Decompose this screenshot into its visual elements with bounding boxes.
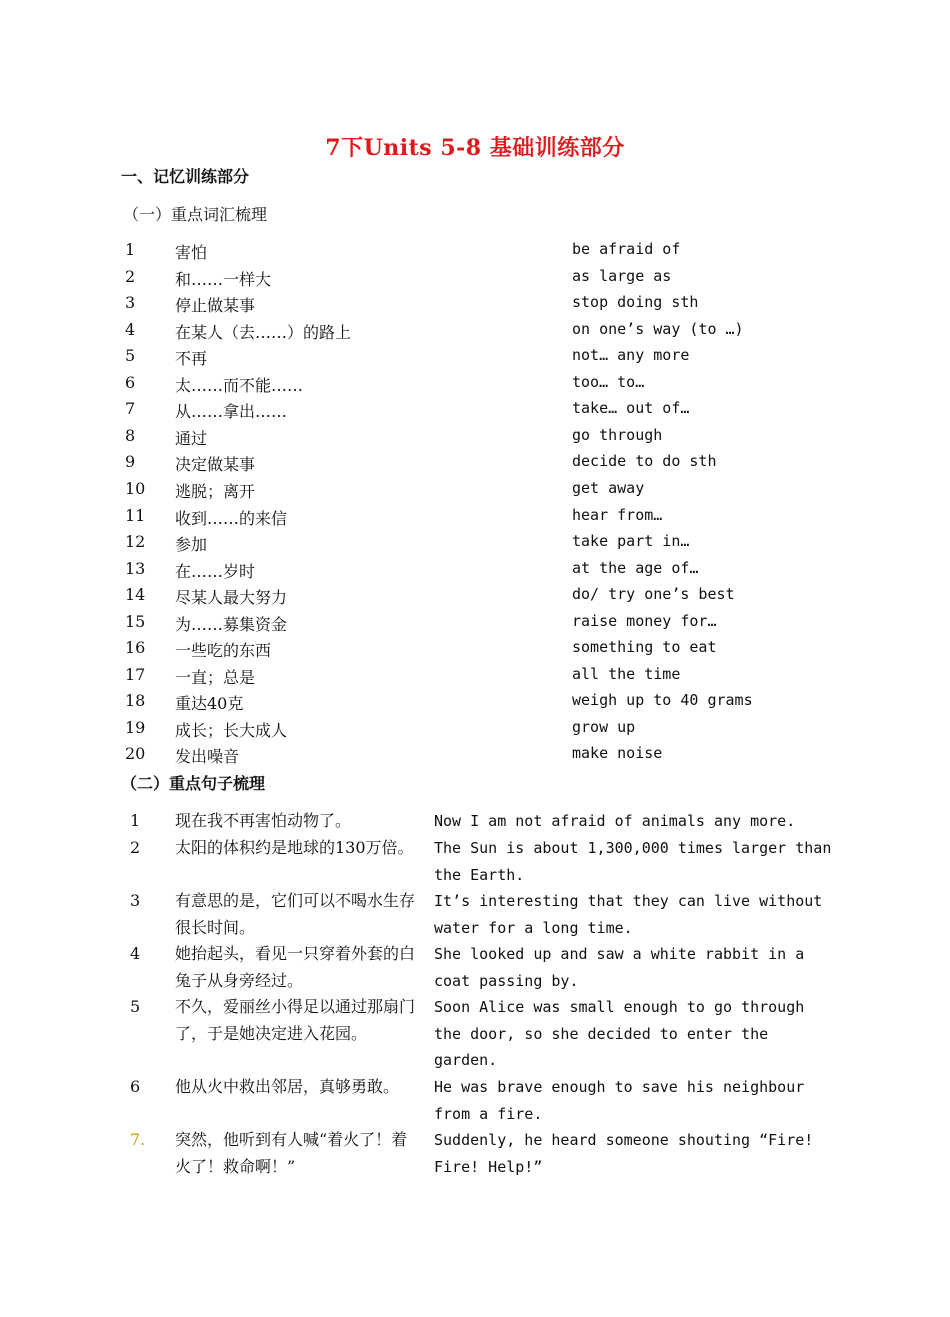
vocab-number: 10 (125, 478, 146, 498)
vocab-number: 4 (125, 319, 136, 339)
vocab-english: raise money for… (572, 611, 717, 630)
vocab-row (0, 718, 950, 744)
vocab-number: 11 (125, 505, 146, 525)
sentence-number: 3 (130, 891, 141, 910)
vocab-chinese: 逃脱；离开 (175, 481, 256, 501)
vocab-chinese: 太……而不能…… (175, 375, 304, 395)
vocab-row (0, 532, 950, 558)
vocab-row (0, 346, 950, 372)
vocab-number: 9 (125, 452, 136, 472)
vocab-number: 3 (125, 293, 136, 313)
vocab-english: decide to do sth (572, 452, 717, 471)
vocab-english: all the time (572, 664, 681, 683)
vocab-english: not… any more (572, 346, 690, 365)
vocab-chinese: 一直；总是 (175, 667, 256, 687)
vocab-number: 15 (125, 611, 146, 631)
vocab-row (0, 665, 950, 691)
vocab-number: 13 (125, 558, 146, 578)
vocab-number: 20 (125, 744, 146, 764)
sentence-english: Now I am not afraid of animals any more. (434, 812, 796, 830)
vocab-number: 1 (125, 240, 136, 259)
vocab-english: weigh up to 40 grams (572, 691, 753, 710)
vocab-number: 18 (125, 691, 146, 711)
vocab-english: as large as (572, 266, 672, 285)
vocab-chinese: 一些吃的东西 (175, 641, 272, 661)
vocab-number: 6 (125, 372, 136, 392)
vocab-english: grow up (572, 717, 636, 736)
vocab-row (0, 399, 950, 425)
vocab-number: 8 (125, 425, 136, 445)
vocab-chinese: 成长；长大成人 (175, 720, 288, 740)
vocab-english: do/ try one’s best (572, 585, 735, 604)
vocab-chinese: 在某人（去……）的路上 (175, 322, 352, 342)
vocab-chinese: 害怕 (175, 243, 208, 262)
sentence-english: Soon Alice was small enough to go through the door, so she decided to enter the garden. (434, 998, 805, 1070)
sentence-number: 4 (130, 944, 141, 963)
sentence-chinese: 有意思的是，它们可以不喝水生存很长时间。 (175, 891, 416, 937)
section-heading-memory: 一、记忆训练部分 (121, 167, 250, 186)
vocab-number: 19 (125, 717, 146, 737)
vocab-row (0, 373, 950, 399)
vocab-english: something to eat (572, 638, 717, 657)
sentence-english: The Sun is about 1,300,000 times larger than the Earth. (434, 839, 832, 884)
vocab-english: hear from… (572, 505, 663, 524)
subsection-heading-vocab: （一）重点词汇梳理 (123, 205, 268, 224)
vocab-number: 16 (125, 638, 146, 658)
vocab-english: at the age of… (572, 558, 699, 577)
vocab-chinese: 尽某人最大努力 (175, 588, 288, 608)
vocab-chinese: 重达40克 (175, 694, 244, 714)
vocab-chinese: 收到……的来信 (175, 508, 288, 528)
vocab-row (0, 612, 950, 638)
vocab-chinese: 发出噪音 (175, 747, 240, 767)
sentence-english: It’s interesting that they can live without water for a long time. (434, 892, 823, 937)
vocab-number: 2 (125, 266, 136, 286)
vocab-english: go through (572, 425, 663, 444)
sentence-number: 6 (130, 1077, 141, 1096)
vocab-english: on one’s way (to …) (572, 319, 744, 338)
vocab-row (0, 559, 950, 585)
vocab-chinese: 在……岁时 (175, 561, 256, 581)
vocab-chinese: 停止做某事 (175, 296, 256, 316)
vocab-english: take… out of… (572, 399, 690, 418)
vocab-row (0, 691, 950, 717)
sentence-chinese: 现在我不再害怕动物了。 (175, 811, 352, 830)
vocab-row (0, 638, 950, 664)
vocab-english: be afraid of (572, 240, 681, 258)
vocab-number: 14 (125, 585, 146, 605)
subsection-heading-sentences: （二）重点句子梳理 (121, 774, 266, 793)
vocab-row (0, 479, 950, 505)
vocab-row (0, 240, 950, 266)
vocab-row (0, 585, 950, 611)
sentence-english: Suddenly, he heard someone shouting “Fire! Fire! Help!” (434, 1131, 814, 1176)
vocab-chinese: 为……募集资金 (175, 614, 288, 634)
vocab-number: 7 (125, 399, 136, 419)
vocab-english: take part in… (572, 532, 690, 551)
sentence-chinese: 不久，爱丽丝小得足以通过那扇门了，于是她决定进入花园。 (175, 997, 416, 1043)
sentence-number: 1 (130, 811, 141, 830)
vocab-row (0, 506, 950, 532)
sentence-number: 7. (130, 1130, 146, 1149)
sentence-chinese: 太阳的体积约是地球的130万倍。 (175, 838, 414, 857)
vocab-english: make noise (572, 744, 663, 763)
vocab-row (0, 320, 950, 346)
vocab-chinese: 不再 (175, 349, 208, 369)
sentence-chinese: 突然，他听到有人喊“着火了！着火了！救命啊！” (175, 1130, 408, 1176)
vocab-row (0, 744, 950, 770)
vocab-chinese: 参加 (175, 535, 208, 555)
vocab-chinese: 通过 (175, 428, 208, 448)
vocab-row (0, 293, 950, 319)
vocab-number: 12 (125, 532, 146, 552)
page-title: 7下Units 5-8 基础训练部分 (325, 135, 625, 161)
vocab-number: 17 (125, 664, 146, 684)
vocab-row (0, 267, 950, 293)
vocab-chinese: 决定做某事 (175, 455, 256, 475)
vocab-row (0, 452, 950, 478)
vocab-chinese: 和……一样大 (175, 269, 272, 289)
sentence-english: He was brave enough to save his neighbour from a fire. (434, 1078, 805, 1123)
vocab-chinese: 从……拿出…… (175, 402, 288, 422)
sentence-chinese: 他从火中救出邻居，真够勇敢。 (175, 1077, 400, 1096)
sentence-number: 2 (130, 838, 141, 857)
vocab-english: too… to… (572, 372, 645, 391)
vocab-number: 5 (125, 346, 136, 366)
sentence-number: 5 (130, 997, 141, 1016)
vocab-row (0, 426, 950, 452)
sentence-english: She looked up and saw a white rabbit in a coat passing by. (434, 945, 805, 990)
vocab-english: stop doing sth (572, 293, 699, 312)
sentence-chinese: 她抬起头，看见一只穿着外套的白兔子从身旁经过。 (175, 944, 416, 990)
vocab-english: get away (572, 478, 645, 497)
